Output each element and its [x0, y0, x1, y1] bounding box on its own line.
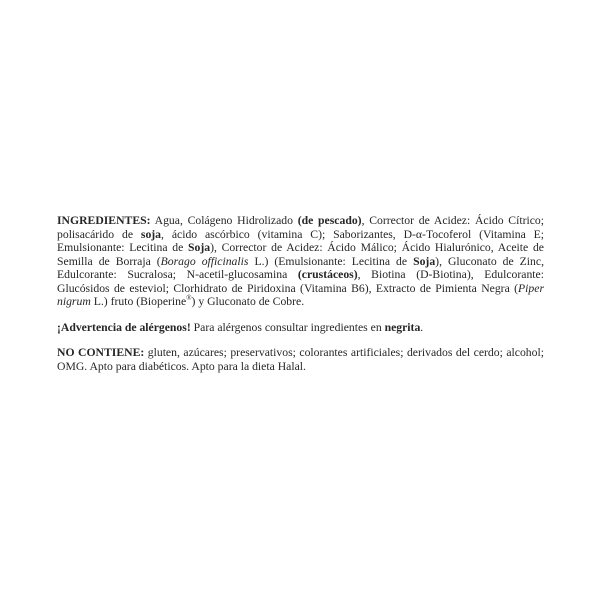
text-segment: (de pescado): [297, 214, 362, 227]
text-segment: ¡Advertencia de alérgenos!: [57, 320, 191, 334]
text-segment: negrita: [384, 320, 421, 334]
text-segment: Para alérgenos consultar ingredientes en: [190, 320, 385, 334]
text-segment: L.) fruto (Bioperine: [90, 295, 187, 308]
text-segment: .: [420, 320, 424, 334]
text-segment: ), Gluconato de Zinc, Edulcorante: Sucralosa; N-acetil-glucosamina: [57, 254, 545, 281]
text-segment: ®: [186, 294, 192, 303]
text-segment: ), Corrector de Acidez: Ácido Málico; Ácido Hialurónico, Aceite de Semilla de Borraja (: [57, 241, 544, 268]
text-segment: Soja: [188, 241, 211, 254]
allergen-warning-paragraph: [57, 321, 544, 335]
text-segment: Piper nigrum: [57, 281, 544, 308]
does-not-contain-paragraph: [57, 346, 544, 373]
text-segment: (crustáceos): [297, 268, 358, 281]
text-segment: ) y Gluconato de Cobre.: [191, 295, 305, 308]
text-segment: Agua, Colágeno Hidrolizado: [150, 214, 298, 227]
text-segment: soja: [140, 227, 162, 241]
text-segment: gluten, azúcares; preservativos; colorantes artificiales; derivados del cerdo; alcohol; OMG. Apto para diabéticos. Apto para la dieta Halal.: [57, 346, 544, 373]
text-segment: , ácido ascórbico (vitamina C); Saborizantes, D-α-Tocoferol (Vitamina E; Emulsionante: Lecitina de: [57, 227, 545, 254]
text-segment: Borago officinalis: [160, 254, 249, 268]
text-segment: , Biotina (D-Biotina), Edulcorante: Glucósidos de esteviol; Clorhidrato de Piridoxina (Vitamina B6), Extracto de Pimienta Negra (: [57, 268, 544, 295]
text-segment: Soja: [413, 254, 436, 268]
text-segment: INGREDIENTES:: [57, 214, 151, 227]
text-segment: , Corrector de Acidez: Ácido Cítrico; polisacárido de: [57, 214, 544, 241]
ingredients-paragraph: [57, 214, 544, 309]
text-segment: L.) (Emulsionante: Lecitina de: [248, 254, 414, 268]
ingredients-label: [57, 214, 544, 373]
text-segment: NO CONTIENE:: [57, 346, 145, 359]
